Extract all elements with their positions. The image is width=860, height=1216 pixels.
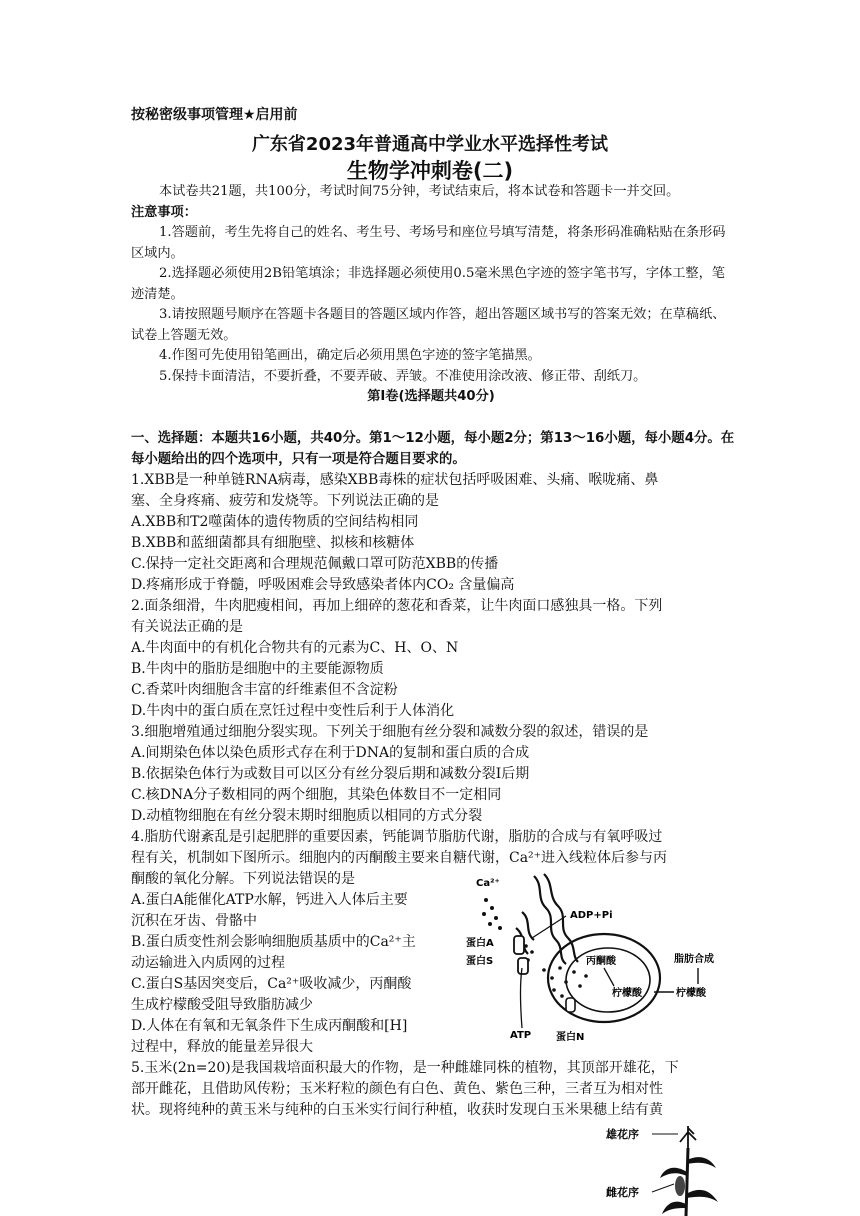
question-stem: 1.XBB是一种单链RNA病毒，感染XBB毒株的症状包括呼吸困难、头痛、喉咙痛、鼻 [131,472,659,488]
mitochondrion-outer [548,934,660,1022]
corn-plant-figure [604,1124,724,1216]
notice-item: 3.请按照题号顺序在答题卡各题目的答题区域内作答，超出答题区域书写的答案无效；在草稿纸、试卷上答题无效。 [131,307,726,343]
protein-a-shape [514,936,524,954]
option-c: C.保持一定社交距离和合理规范佩戴口罩可防范XBB的传播 [131,556,499,572]
section-heading: 一、选择题：本题共16小题，共40分。第1～12小题，每小题2分；第13～16小题，每小题4分。在每小题给出的四个选项中，只有一项是符合题目要求的。 [131,431,735,467]
option-c: C.蛋白S基因突变后，Ca²⁺吸收减少，丙酮酸 [131,976,412,992]
atp-label: ATP [510,1030,532,1041]
option-b-cont: 动运输进入内质网的过程 [131,955,285,971]
notice-item: 5.保持卡面清洁，不要折叠，不要弄破、弄皱。不准使用涂改液、修正带、刮纸刀。 [159,368,647,384]
notice-item: 2.选择题必须使用2B铅笔填涂；非选择题必须使用0.5毫米黑色字迹的签字笔书写，字体工整，笔迹清楚。 [131,266,725,302]
protein-a-label: 蛋白A [466,938,494,949]
option-a: A.牛肉面中的有机化合物共有的元素为C、H、O、N [131,640,459,656]
option-c-cont: 生成柠檬酸受阻导致脂肪减少 [131,997,313,1013]
notice-item: 1.答题前，考生先将自己的姓名、考生号、考场号和座位号填写清楚，将条形码准确粘贴在条形码区域内。 [131,225,726,261]
tassel-shape [680,1126,696,1148]
question-stem: 4.脂肪代谢紊乱是引起肥胖的重要因素，钙能调节脂肪代谢，脂肪的合成与有氧呼吸过 [131,829,663,845]
option-a: A.XBB和T2噬菌体的遗传物质的空间结构相同 [131,514,419,530]
question-stem: 3.细胞增殖通过细胞分裂实现。下列关于细胞有丝分裂和减数分裂的叙述，错误的是 [131,724,649,740]
ca-label: Ca²⁺ [476,878,500,889]
question-stem: 程有关，机制如下图所示。细胞内的丙酮酸主要来自糖代谢，Ca²⁺进入线粒体后参与丙 [131,850,668,866]
male-inflorescence-label: 雄花序 [606,1128,639,1141]
option-b: B.依据染色体行为或数目可以区分有丝分裂后期和减数分裂Ⅰ后期 [131,766,530,782]
protein-n-shape [566,998,575,1012]
question-3 [131,722,648,827]
calcium-mechanism-figure [462,872,732,1042]
question-stem: 5.玉米(2n=20)是我国栽培面积最大的作物，是一种雌雄同株的植物，其顶部开雄花，下 [131,1060,679,1076]
option-a-cont: 沉积在牙齿、骨骼中 [131,913,257,929]
part-heading: 第Ⅰ卷(选择题共40分) [367,389,495,404]
pyruvate-label: 丙酮酸 [586,956,616,967]
citrate-outer-label: 柠檬酸 [676,988,706,999]
option-a: A.间期染色体以染色质形式存在利于DNA的复制和蛋白质的合成 [131,745,530,761]
option-d-cont: 过程中，释放的能量差异很大 [131,1039,313,1055]
exam-title: 广东省2023年普通高中学业水平选择性考试 [251,134,609,155]
option-d: D.人体在有氧和无氧条件下生成丙酮酸和[H] [131,1018,408,1034]
option-b: B.蛋白质变性剂会影响细胞质基质中的Ca²⁺主 [131,934,416,950]
adp-label: ADP+Pi [570,910,613,921]
question-1 [131,470,658,596]
option-d: D.牛肉中的蛋白质在烹饪过程中变性后利于人体消化 [131,703,455,719]
option-d: D.疼痛形成于脊髓，呼吸困难会导致感染者体内CO₂ 含量偏高 [131,577,515,593]
question-stem: 酮酸的氧化分解。下列说法错误的是 [131,871,355,887]
adp-arrow [532,916,566,938]
exam-subtitle: 生物学冲刺卷(二) [346,159,514,183]
notice-heading: 注意事项： [131,204,197,220]
citrate-inner-label: 柠檬酸 [612,988,642,999]
question-stem: 状。现将纯种的黄玉米与纯种的白玉米实行间行种植，收获时发现白玉米果穗上结有黄 [131,1102,663,1118]
question-2 [131,596,662,722]
question-5 [131,1058,679,1121]
fat-synthesis-label: 脂肪合成 [674,954,714,965]
question-stem: 部开雌花，且借助风传粉；玉米籽粒的颜色有白色、黄色、紫色三种，三者互为相对性 [131,1081,663,1097]
protein-s-shape [518,958,528,974]
female-pointer [652,1184,674,1192]
ear-shape [675,1176,685,1196]
intro-text: 本试卷共21题，共100分，考试时间75分钟，考试结束后，将本试卷和答题卡一并交回。 [159,184,680,199]
question-stem: 2.面条细滑，牛肉肥瘦相间，再加上细碎的葱花和香菜，让牛肉面口感独具一格。下列 [131,598,663,614]
option-b: B.XBB和蓝细菌都具有细胞壁、拟核和核糖体 [131,535,415,551]
secret-label: 按秘密级事项管理★启用前 [131,107,298,123]
protein-n-label: 蛋白N [556,1032,585,1042]
question-stem: 有关说法正确的是 [131,619,243,635]
option-b: B.牛肉中的脂肪是细胞中的主要能源物质 [131,661,384,677]
pyruvate-to-citrate-arrow [604,968,614,986]
option-c: C.核DNA分子数相同的两个细胞，其染色体数目不一定相同 [131,787,502,803]
notice-item: 4.作图可先使用铅笔画出，确定后必须用黑色字迹的签字笔描黑。 [159,348,541,363]
intro-block [131,182,731,408]
stalk-shape [686,1148,688,1216]
option-d: D.动植物细胞在有丝分裂末期时细胞质以相同的方式分裂 [131,808,483,824]
protein-s-label: 蛋白S [466,956,494,967]
female-inflorescence-label: 雌花序 [606,1186,639,1199]
option-c: C.香菜叶肉细胞含丰富的纤维素但不含淀粉 [131,682,398,698]
option-a: A.蛋白A能催化ATP水解，钙进入人体后主要 [131,892,408,908]
atp-arrow [521,968,523,1028]
question-stem: 塞、全身疼痛、疲劳和发烧等。下列说法正确的是 [131,493,439,509]
endoplasmic-reticulum [516,874,578,964]
